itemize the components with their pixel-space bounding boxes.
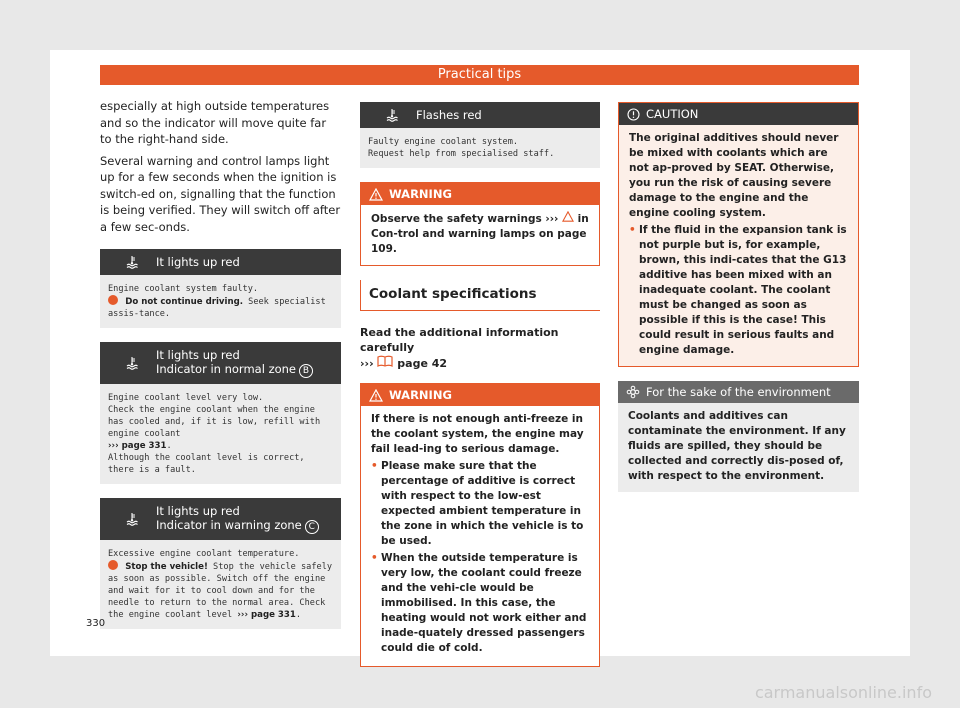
caution-icon [627, 108, 640, 121]
lamp-text: Stop the vehicle safely as soon as possible. Switch off the engine and wait for it to cool down and for the needle to return to the normal area. Check the engine coolant level [108, 562, 333, 620]
zone-letter-badge: C [305, 520, 319, 534]
lamp-panel-body: Engine coolant level very low. Check the engine coolant when the engine has cooled and, if it is low, refill with engine coolant ››› page 331. Although the coolant level is correct, there is a fault. [108, 393, 321, 475]
warning-label: WARNING [389, 187, 452, 201]
caution-text: The original additives should never be mixed with coolants which are not ap-proved by SEAT. Otherwise, you run the risk of causing severe damage to the engine and the engine cooling system. [629, 132, 839, 219]
book-icon [377, 357, 393, 370]
caution-label: CAUTION [646, 107, 699, 121]
lamp-title-line: It lights up red [156, 348, 240, 362]
page-reference-link[interactable]: ››› page 331 [237, 610, 296, 620]
paragraph: especially at high outside temperatures and so the indicator will move quite far to the right-hand side. [100, 99, 330, 146]
lamp-panel-title [156, 504, 333, 534]
stop-icon [108, 560, 118, 570]
warning-triangle-icon [562, 213, 574, 225]
coolant-lamp-icon [368, 108, 416, 122]
warning-header [361, 183, 599, 205]
lamp-text: Check the engine coolant when the engine has cooled and, if it is low, refill with engine coolant [108, 405, 321, 439]
warning-text: If there is not enough anti-freeze in the coolant system, the engine may fail lead-ing to serious damage. [371, 413, 584, 455]
page-reference-link[interactable]: page 42 [393, 357, 448, 370]
intro-text [100, 98, 341, 235]
warning-triangle-icon [369, 389, 383, 402]
lamp-bold-text: Do not continue driving. [125, 297, 243, 307]
watermark: carmanualsonline.info [754, 683, 932, 702]
lamp-text: Engine coolant level very low. [108, 393, 264, 403]
warning-text[interactable]: in Con-trol and warning lamps on page 109. [371, 213, 589, 255]
stop-icon [108, 295, 118, 305]
lamp-panel-title [156, 348, 333, 378]
intro-text: Read the additional information carefully [360, 326, 559, 354]
warning-bullet: • When the outside temperature is very low, the coolant could freeze and the vehi-cle would be immobilised. In this case, the heating would not work either and inade-quately dressed passengers could die of cold. [371, 551, 589, 656]
lamp-panel-header [100, 498, 341, 540]
column-middle [360, 102, 600, 681]
column-left [100, 98, 341, 643]
coolant-lamp-icon [108, 255, 156, 269]
warning-box-safety [360, 182, 600, 266]
paragraph: Several warning and control lamps light up for a few seconds when the ignition is switch-ed on, signalling that the function is being verified. They will switch off after a few sec-onds. [100, 153, 341, 234]
environment-icon [626, 385, 640, 399]
environment-body [618, 403, 859, 492]
intro-text: ››› [360, 357, 374, 370]
intro-reference [360, 325, 600, 371]
warning-bullet: • Please make sure that the percentage of additive is correct with respect to the low-est expected ambient temperature in the zone in which the vehicle is to be used. [371, 459, 589, 549]
warning-body [361, 406, 599, 666]
column-right [618, 102, 859, 492]
lamp-text: Seek specialist assis-tance. [108, 297, 326, 319]
caution-body [619, 125, 858, 366]
lamp-panel-warning-zone [100, 498, 341, 629]
lamp-panel-header [100, 249, 341, 275]
caution-header [619, 103, 858, 125]
page-number: 330 [86, 618, 106, 629]
warning-text: Observe the safety warnings ››› [371, 213, 559, 225]
lamp-text: Request help from specialised staff. [368, 149, 555, 159]
page-header: Practical tips [100, 65, 859, 85]
lamp-text: Although the coolant level is correct, there is a fault. [108, 453, 305, 475]
lamp-title-line: Indicator in warning zone [156, 518, 302, 532]
lamp-title-line: It lights up red [156, 504, 240, 518]
lamp-panel-header [100, 342, 341, 384]
lamp-text: Faulty engine coolant system. [368, 137, 519, 147]
warning-box-antifreeze [360, 383, 600, 667]
section-title: Coolant specifications [360, 280, 600, 311]
lamp-panel-header [360, 102, 600, 128]
environment-text: Coolants and additives can contaminate the environment. If any fluids are spilled, they should be collected and correctly dis-posed of, with respect to the environment. [628, 410, 846, 482]
lamp-text: Engine coolant system faulty. [108, 284, 259, 294]
environment-label: For the sake of the environment [646, 385, 831, 399]
warning-body [361, 205, 599, 265]
lamp-bold-text: Stop the vehicle! [125, 562, 208, 572]
lamp-panel-flashes-red [360, 102, 600, 168]
lamp-title-line: Indicator in normal zone [156, 362, 296, 376]
lamp-panel-title: It lights up red [156, 255, 240, 269]
lamp-panel-title: Flashes red [416, 108, 482, 122]
lamp-panel-normal-zone [100, 342, 341, 484]
lamp-text: Excessive engine coolant temperature. [108, 549, 300, 559]
warning-header [361, 384, 599, 406]
coolant-lamp-icon [108, 356, 156, 370]
page-reference-link[interactable]: ››› page 331 [108, 441, 167, 451]
zone-letter-badge: B [299, 364, 313, 378]
environment-header [618, 381, 859, 403]
warning-triangle-icon [369, 188, 383, 201]
lamp-panel-body [360, 128, 600, 168]
caution-box [618, 102, 859, 367]
coolant-lamp-icon [108, 512, 156, 526]
lamp-panel-lights-red [100, 249, 341, 328]
warning-label: WARNING [389, 388, 452, 402]
lamp-panel-body: Excessive engine coolant temperature. Stop the vehicle! Stop the vehicle safely as soon as possible. Switch off the engine and wait for it to cool down and for the needle to return to the normal area. Check the engine coolant level ››› page 331. [108, 549, 333, 620]
lamp-panel-body [100, 275, 341, 328]
environment-box [618, 381, 859, 492]
caution-bullet: • If the fluid in the expansion tank is not purple but is, for example, brown, this indi-cates that the G13 additive has been mixed with an inadequate coolant. The coolant must be changed as soon as possible if this is the case! This could result in serious faults and engine damage. [629, 223, 848, 358]
